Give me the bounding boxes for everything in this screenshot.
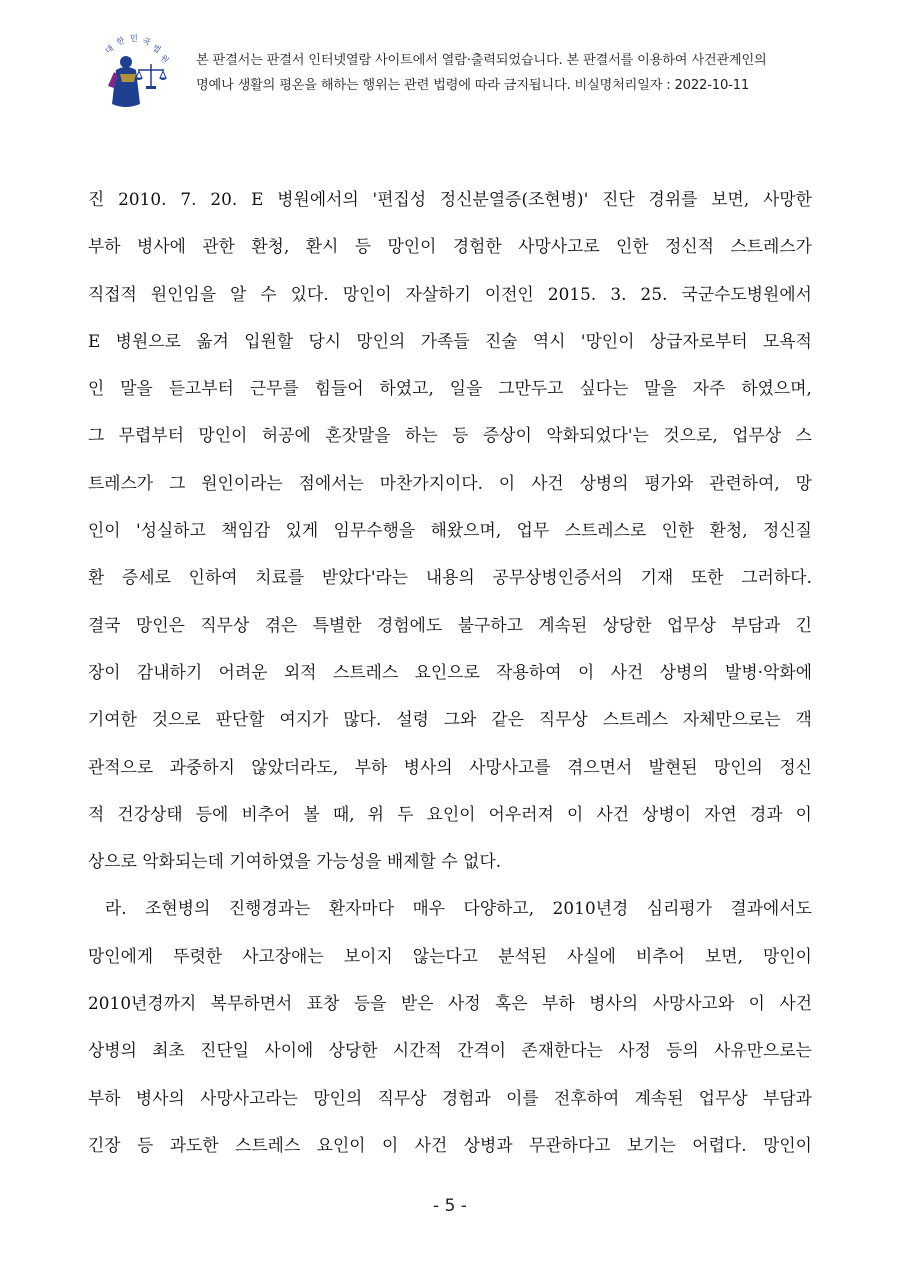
body-line: 부하 병사의 사망사고라는 망인의 직무상 경험과 이를 전후하여 계속된 업무상 부담과 bbox=[88, 1087, 812, 1108]
body-line: 진 2010. 7. 20. E 병원에서의 '편집성 정신분열증(조현병)' 진단 경위를 보면, 사망한 bbox=[88, 189, 812, 209]
body-line: 트레스가 그 원인이라는 점에서는 마찬가지이다. 이 사건 상병의 평가와 관련하여, 망 bbox=[88, 472, 812, 493]
body-line: 결국 망인은 직무상 겪은 특별한 경험에도 불구하고 계속된 상당한 업무상 부담과 긴 bbox=[88, 614, 812, 635]
svg-text:법: 법 bbox=[150, 43, 163, 55]
page-header bbox=[78, 24, 858, 114]
notice-line-1: 본 판결서는 판결서 인터넷열람 사이트에서 열람·출력되었습니다. 본 판결서를 이용하여 사건관계인의 bbox=[196, 53, 767, 68]
reading-notice bbox=[196, 48, 846, 98]
notice-line-2: 명예나 생활의 평온을 해하는 행위는 관련 법령에 따라 금지됩니다. 비실명처리일자 : 2022-10-11 bbox=[196, 78, 750, 93]
body-line: 상으로 악화되는데 기여하였을 가능성을 배제할 수 없다. bbox=[88, 851, 502, 872]
body-line: 기여한 것으로 판단할 여지가 많다. 설령 그와 같은 직무상 스트레스 자체만으로는 객 bbox=[88, 709, 812, 730]
svg-text:국: 국 bbox=[141, 36, 152, 48]
body-line: 라. 조현병의 진행경과는 환자마다 매우 다양하고, 2010년경 심리평가 결과에서도 bbox=[105, 898, 812, 919]
page-number: - 5 - bbox=[433, 1196, 467, 1216]
body-line: 망인에게 뚜렷한 사고장애는 보이지 않는다고 분석된 사실에 비추어 보면, 망인이 bbox=[88, 945, 812, 966]
body-line: 직접적 원인임을 알 수 있다. 망인이 자살하기 이전인 2015. 3. 25. 국군수도병원에서 bbox=[88, 283, 812, 304]
body-line: 인이 '성실하고 책임감 있게 임무수행을 해왔으며, 업무 스트레스로 인한 환청, 정신질 bbox=[88, 520, 812, 541]
body-line: 2010년경까지 복무하면서 표창 등을 받은 사정 혹은 부하 병사의 사망사고와 이 사건 bbox=[88, 993, 812, 1014]
body-line: 부하 병사에 관한 환청, 환시 등 망인이 경험한 사망사고로 인한 정신적 스트레스가 bbox=[88, 236, 812, 257]
body-line: 장이 감내하기 어려운 외적 스트레스 요인으로 작용하여 이 사건 상병의 발병·악화에 bbox=[88, 661, 812, 682]
body-line: 적 건강상태 등에 비추어 볼 때, 위 두 요인이 어우러져 이 사건 상병이 자연 경과 이 bbox=[88, 803, 812, 824]
judgment-body bbox=[88, 176, 812, 1169]
body-line: 긴장 등 과도한 스트레스 요인이 이 사건 상병과 무관하다고 보기는 어렵다. 망인이 bbox=[88, 1134, 812, 1155]
body-line: 상병의 최초 진단일 사이에 상당한 시간적 간격이 존재한다는 사정 등의 사유만으로는 bbox=[88, 1040, 812, 1061]
body-line: 인 말을 듣고부터 근무를 힘들어 하였고, 일을 그만두고 싶다는 말을 자주 하였으며, bbox=[88, 378, 812, 399]
body-line: 관적으로 과중하지 않았더라도, 부하 병사의 사망사고를 겪으면서 발현된 망인의 정신 bbox=[88, 756, 812, 777]
svg-text:한: 한 bbox=[115, 35, 126, 47]
body-line: 환 증세로 인하여 치료를 받았다'라는 내용의 공무상병인증서의 기재 또한 그러하다. bbox=[88, 567, 812, 588]
svg-text:민: 민 bbox=[130, 34, 138, 43]
body-line: E 병원으로 옮겨 입원할 당시 망인의 가족들 진술 역시 '망인이 상급자로부터 모욕적 bbox=[88, 330, 812, 351]
body-line: 그 무렵부터 망인이 허공에 혼잣말을 하는 등 증상이 악화되었다'는 것으로, 업무상 스 bbox=[88, 425, 812, 446]
court-logo-icon bbox=[78, 24, 182, 114]
svg-text:원: 원 bbox=[158, 53, 171, 66]
svg-text:대: 대 bbox=[103, 43, 116, 56]
